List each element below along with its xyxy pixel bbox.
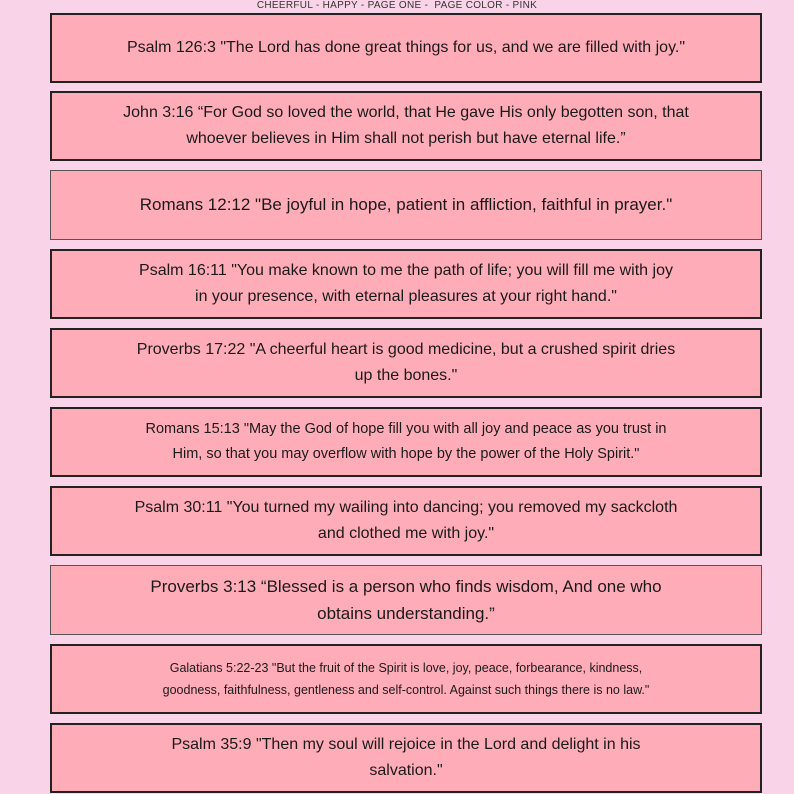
verse-card-romans-12-12	[50, 170, 762, 240]
page-header: CHEERFUL - HAPPY - PAGE ONE - PAGE COLOR - PINK	[256, 0, 538, 11]
verse-card-psalm-30-11	[50, 486, 762, 556]
verse-card-romans-15-13	[50, 407, 762, 477]
verse-card-proverbs-3-13	[50, 565, 762, 635]
verse-text: Galatians 5:22-23 "But the fruit of the Spirit is love, joy, peace, forbearance, kindness, goodness, faithfulness, gentleness and self-control. Against such things there is no law."	[162, 661, 650, 697]
verse-card-psalm-35-9	[50, 723, 762, 793]
verse-text: Proverbs 3:13 “Blessed is a person who finds wisdom, And one who obtains understanding.”	[150, 577, 662, 623]
verse-text: Proverbs 17:22 "A cheerful heart is good medicine, but a crushed spirit dries up the bones."	[136, 341, 676, 384]
verse-text: Psalm 126:3 "The Lord has done great things for us, and we are filled with joy."	[126, 39, 686, 56]
verse-text: John 3:16 “For God so loved the world, that He gave His only begotten son, that whoever believes in Him shall not perish but have eternal life.”	[123, 104, 689, 147]
verse-text: Psalm 16:11 "You make known to me the path of life; you will fill me with joy in your presence, with eternal pleasures at your right hand."	[139, 262, 673, 305]
verse-card-psalm-16-11	[50, 249, 762, 319]
verse-text: Romans 12:12 "Be joyful in hope, patient in affliction, faithful in prayer."	[139, 195, 673, 214]
verse-card-psalm-126-3	[50, 13, 762, 83]
verse-text: Psalm 30:11 "You turned my wailing into dancing; you removed my sackcloth and clothed me with joy."	[134, 499, 678, 542]
verse-text: Romans 15:13 "May the God of hope fill you with all joy and peace as you trust in Him, so that you may overflow with hope by the power of the Holy Spirit."	[145, 421, 667, 462]
verse-card-john-3-16	[50, 91, 762, 161]
verse-card-proverbs-17-22	[50, 328, 762, 398]
verse-card-galatians-5-22-23	[50, 644, 762, 714]
verse-text: Psalm 35:9 "Then my soul will rejoice in the Lord and delight in his salvation."	[171, 736, 641, 779]
